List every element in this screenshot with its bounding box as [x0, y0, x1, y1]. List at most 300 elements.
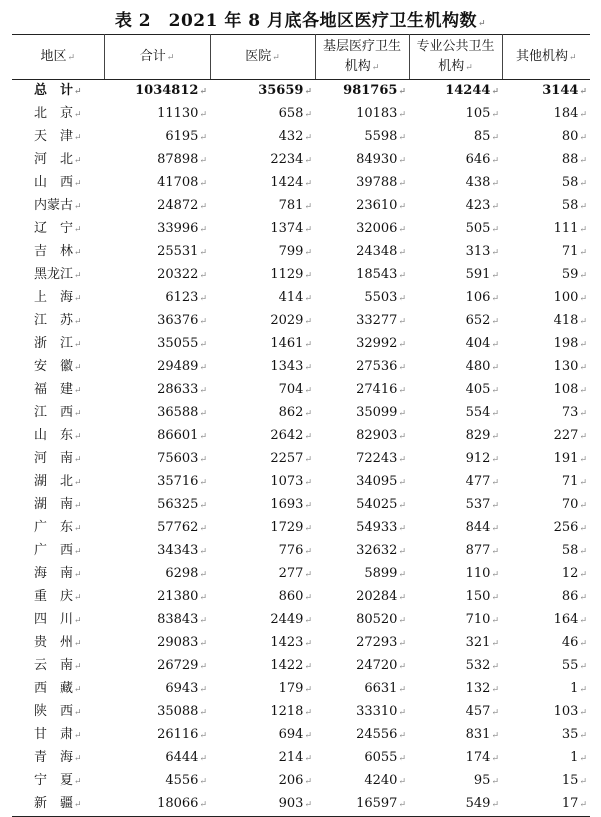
other-cell: 198↵ — [553, 336, 587, 351]
table-row — [12, 195, 590, 218]
paragraph-mark-icon: ↵ — [491, 524, 499, 534]
table-row — [12, 517, 590, 540]
paragraph-mark-icon: ↵ — [579, 524, 587, 534]
hospital-cell: 862↵ — [278, 405, 312, 420]
primary-cell: 24348↵ — [356, 244, 406, 259]
paragraph-mark-icon: ↵ — [491, 294, 499, 304]
primary-cell: 54025↵ — [356, 497, 406, 512]
paragraph-mark-icon: ↵ — [491, 478, 499, 488]
paragraph-mark-icon: ↵ — [398, 639, 406, 649]
paragraph-mark-icon: ↵ — [491, 685, 499, 695]
paragraph-mark-icon: ↵ — [304, 386, 312, 396]
total-cell: 35055↵ — [157, 336, 207, 351]
hospital-cell: 432↵ — [278, 129, 312, 144]
total-row — [12, 80, 590, 104]
region-cell: 云 南↵ — [34, 658, 82, 673]
paragraph-mark-icon: ↵ — [199, 800, 207, 810]
other-cell: 184↵ — [553, 106, 587, 121]
primary-cell: 82903↵ — [356, 428, 406, 443]
paragraph-mark-icon: ↵ — [199, 225, 207, 235]
paragraph-mark-icon: ↵ — [491, 363, 499, 373]
paragraph-mark-icon: ↵ — [272, 52, 280, 63]
table-row — [12, 356, 590, 379]
hospital-cell: 1129↵ — [270, 267, 312, 282]
paragraph-mark-icon: ↵ — [491, 202, 499, 212]
hospital-cell: 1343↵ — [270, 359, 312, 374]
public-health-cell: 132↵ — [465, 681, 499, 696]
paragraph-mark-icon: ↵ — [491, 501, 499, 511]
primary-cell: 23610↵ — [356, 198, 406, 213]
paragraph-mark-icon: ↵ — [491, 731, 499, 741]
primary-cell: 72243↵ — [356, 451, 406, 466]
paragraph-mark-icon: ↵ — [199, 685, 207, 695]
total-cell: 24872↵ — [157, 198, 207, 213]
table-row — [12, 747, 590, 770]
paragraph-mark-icon: ↵ — [491, 593, 499, 603]
paragraph-mark-icon: ↵ — [579, 317, 587, 327]
paragraph-mark-icon: ↵ — [491, 570, 499, 580]
total-primary-cell: 981765↵ — [343, 83, 406, 98]
table-row — [12, 494, 590, 517]
paragraph-mark-icon: ↵ — [74, 363, 82, 373]
total-cell: 56325↵ — [157, 497, 207, 512]
total-cell: 34343↵ — [157, 543, 207, 558]
region-cell: 新 疆↵ — [12, 793, 104, 817]
total-cell: 87898↵ — [157, 152, 207, 167]
other-cell: 73↵ — [561, 405, 587, 420]
paragraph-mark-icon: ↵ — [579, 800, 587, 810]
paragraph-mark-icon: ↵ — [398, 133, 406, 143]
paragraph-mark-icon: ↵ — [74, 317, 82, 327]
table-row — [12, 264, 590, 287]
paragraph-mark-icon: ↵ — [491, 156, 499, 166]
paragraph-mark-icon: ↵ — [74, 501, 82, 511]
total-cell: 6195↵ — [165, 129, 207, 144]
hospital-cell: 658↵ — [278, 106, 312, 121]
total-cell: 26729↵ — [157, 658, 207, 673]
paragraph-mark-icon: ↵ — [568, 52, 577, 63]
paragraph-mark-icon: ↵ — [74, 777, 82, 787]
paragraph-mark-icon: ↵ — [304, 547, 312, 557]
paragraph-mark-icon: ↵ — [398, 478, 406, 488]
total-cell: 36376↵ — [157, 313, 207, 328]
paragraph-mark-icon: ↵ — [304, 409, 312, 419]
header-total: 合计↵ — [104, 35, 210, 80]
paragraph-mark-icon: ↵ — [199, 202, 207, 212]
other-cell: 58↵ — [561, 175, 587, 190]
table-row — [12, 563, 590, 586]
paragraph-mark-icon: ↵ — [199, 110, 207, 120]
paragraph-mark-icon: ↵ — [67, 52, 76, 63]
total-cell: 35088↵ — [157, 704, 207, 719]
primary-cell: 54933↵ — [356, 520, 406, 535]
paragraph-mark-icon: ↵ — [491, 662, 499, 672]
region-cell: 上 海↵ — [34, 290, 82, 305]
paragraph-mark-icon: ↵ — [304, 662, 312, 672]
paragraph-mark-icon: ↵ — [304, 317, 312, 327]
other-cell: 103↵ — [553, 704, 587, 719]
region-cell: 四 川↵ — [34, 612, 82, 627]
primary-cell: 6631↵ — [364, 681, 406, 696]
hospital-cell: 179↵ — [278, 681, 312, 696]
paragraph-mark-icon: ↵ — [491, 754, 499, 764]
paragraph-mark-icon: ↵ — [74, 478, 82, 488]
header-hospital: 医院↵ — [210, 35, 315, 80]
region-cell: 重 庆↵ — [34, 589, 82, 604]
region-cell: 山 东↵ — [34, 428, 82, 443]
public-health-cell: 85↵ — [473, 129, 499, 144]
public-health-cell: 106↵ — [465, 290, 499, 305]
public-health-cell: 831↵ — [465, 727, 499, 742]
paragraph-mark-icon: ↵ — [199, 777, 207, 787]
region-cell: 吉 林↵ — [34, 244, 82, 259]
paragraph-mark-icon: ↵ — [579, 731, 587, 741]
paragraph-mark-icon: ↵ — [398, 363, 406, 373]
paragraph-mark-icon: ↵ — [304, 133, 312, 143]
other-cell: 80↵ — [561, 129, 587, 144]
paragraph-mark-icon: ↵ — [304, 340, 312, 350]
hospital-cell: 2257↵ — [270, 451, 312, 466]
paragraph-mark-icon: ↵ — [398, 409, 406, 419]
hospital-cell: 414↵ — [278, 290, 312, 305]
primary-cell: 33310↵ — [356, 704, 406, 719]
public-health-cell: 457↵ — [465, 704, 499, 719]
hospital-cell: 1374↵ — [270, 221, 312, 236]
paragraph-mark-icon: ↵ — [579, 179, 587, 189]
paragraph-mark-icon: ↵ — [199, 616, 207, 626]
paragraph-mark-icon: ↵ — [491, 133, 499, 143]
public-health-cell: 505↵ — [465, 221, 499, 236]
paragraph-mark-icon: ↵ — [398, 294, 406, 304]
paragraph-mark-icon: ↵ — [304, 524, 312, 534]
total-cell: 35716↵ — [157, 474, 207, 489]
table-row — [12, 333, 590, 356]
other-cell: 35↵ — [561, 727, 587, 742]
other-cell: 70↵ — [561, 497, 587, 512]
total-cell: 6444↵ — [165, 750, 207, 765]
total-cell: 26116↵ — [157, 727, 207, 742]
paragraph-mark-icon: ↵ — [304, 731, 312, 741]
paragraph-mark-icon: ↵ — [304, 754, 312, 764]
paragraph-mark-icon: ↵ — [74, 225, 82, 235]
paragraph-mark-icon: ↵ — [398, 248, 406, 258]
paragraph-mark-icon: ↵ — [579, 87, 587, 97]
paragraph-mark-icon: ↵ — [398, 202, 406, 212]
public-health-cell: 110↵ — [465, 566, 499, 581]
paragraph-mark-icon: ↵ — [199, 386, 207, 396]
paragraph-mark-icon: ↵ — [491, 639, 499, 649]
public-health-cell: 829↵ — [465, 428, 499, 443]
primary-cell: 35099↵ — [356, 405, 406, 420]
other-cell: 111↵ — [553, 221, 587, 236]
primary-cell: 80520↵ — [356, 612, 406, 627]
total-cell: 6123↵ — [165, 290, 207, 305]
paragraph-mark-icon: ↵ — [398, 317, 406, 327]
region-cell: 浙 江↵ — [34, 336, 82, 351]
paragraph-mark-icon: ↵ — [199, 547, 207, 557]
paragraph-mark-icon: ↵ — [199, 294, 207, 304]
paragraph-mark-icon: ↵ — [398, 662, 406, 672]
total-cell: 36588↵ — [157, 405, 207, 420]
paragraph-mark-icon: ↵ — [579, 593, 587, 603]
primary-cell: 16597↵ — [315, 793, 409, 817]
other-cell: 191↵ — [553, 451, 587, 466]
paragraph-mark-icon: ↵ — [199, 156, 207, 166]
hospital-cell: 2642↵ — [270, 428, 312, 443]
other-cell: 15↵ — [561, 773, 587, 788]
total-cell: 75603↵ — [157, 451, 207, 466]
hospital-cell: 781↵ — [278, 198, 312, 213]
paragraph-mark-icon: ↵ — [74, 340, 82, 350]
public-health-cell: 912↵ — [465, 451, 499, 466]
other-cell: 1↵ — [570, 750, 587, 765]
paragraph-mark-icon: ↵ — [74, 731, 82, 741]
total-cell: 83843↵ — [157, 612, 207, 627]
paragraph-mark-icon: ↵ — [304, 501, 312, 511]
paragraph-mark-icon: ↵ — [398, 455, 406, 465]
paragraph-mark-icon: ↵ — [304, 593, 312, 603]
paragraph-mark-icon: ↵ — [579, 685, 587, 695]
total-cell: 21380↵ — [157, 589, 207, 604]
primary-cell: 6055↵ — [364, 750, 406, 765]
paragraph-mark-icon: ↵ — [579, 616, 587, 626]
paragraph-mark-icon: ↵ — [74, 432, 82, 442]
paragraph-mark-icon: ↵ — [304, 685, 312, 695]
paragraph-mark-icon: ↵ — [304, 156, 312, 166]
paragraph-mark-icon: ↵ — [199, 524, 207, 534]
paragraph-mark-icon: ↵ — [199, 133, 207, 143]
paragraph-mark-icon: ↵ — [304, 432, 312, 442]
paragraph-mark-icon: ↵ — [491, 110, 499, 120]
paragraph-mark-icon: ↵ — [398, 225, 406, 235]
other-cell: 71↵ — [561, 244, 587, 259]
paragraph-mark-icon: ↵ — [398, 271, 406, 281]
table-header-row — [12, 35, 590, 80]
hospital-cell: 214↵ — [278, 750, 312, 765]
paragraph-mark-icon: ↵ — [74, 133, 82, 143]
paragraph-mark-icon: ↵ — [304, 271, 312, 281]
paragraph-mark-icon: ↵ — [74, 202, 82, 212]
primary-cell: 10183↵ — [356, 106, 406, 121]
paragraph-mark-icon: ↵ — [199, 570, 207, 580]
other-cell: 1↵ — [570, 681, 587, 696]
paragraph-mark-icon: ↵ — [304, 777, 312, 787]
paragraph-mark-icon: ↵ — [579, 547, 587, 557]
paragraph-mark-icon: ↵ — [166, 52, 175, 63]
hospital-cell: 903↵ — [210, 793, 315, 817]
public-health-cell: 174↵ — [465, 750, 499, 765]
paragraph-mark-icon: ↵ — [74, 800, 82, 810]
region-cell: 江 苏↵ — [34, 313, 82, 328]
hospital-cell: 1218↵ — [270, 704, 312, 719]
hospital-cell: 2029↵ — [270, 313, 312, 328]
paragraph-mark-icon: ↵ — [199, 754, 207, 764]
primary-cell: 24720↵ — [356, 658, 406, 673]
table-row — [12, 724, 590, 747]
paragraph-mark-icon: ↵ — [74, 685, 82, 695]
public-health-cell: 105↵ — [465, 106, 499, 121]
primary-cell: 20284↵ — [356, 589, 406, 604]
paragraph-mark-icon: ↵ — [398, 593, 406, 603]
region-cell: 山 西↵ — [34, 175, 82, 190]
paragraph-mark-icon: ↵ — [199, 363, 207, 373]
paragraph-mark-icon: ↵ — [491, 409, 499, 419]
table-row — [12, 287, 590, 310]
region-cell: 安 徽↵ — [34, 359, 82, 374]
paragraph-mark-icon: ↵ — [398, 800, 406, 810]
public-health-cell: 423↵ — [465, 198, 499, 213]
paragraph-mark-icon: ↵ — [304, 202, 312, 212]
other-cell: 164↵ — [553, 612, 587, 627]
region-cell: 西 藏↵ — [34, 681, 82, 696]
public-health-cell: 477↵ — [465, 474, 499, 489]
public-health-cell: 313↵ — [465, 244, 499, 259]
total-total-cell: 1034812↵ — [135, 83, 207, 98]
paragraph-mark-icon: ↵ — [579, 432, 587, 442]
region-cell: 宁 夏↵ — [34, 773, 82, 788]
paragraph-mark-icon: ↵ — [199, 639, 207, 649]
hospital-cell: 2234↵ — [270, 152, 312, 167]
primary-cell: 27536↵ — [356, 359, 406, 374]
paragraph-mark-icon: ↵ — [579, 570, 587, 580]
paragraph-mark-icon: ↵ — [579, 271, 587, 281]
hospital-cell: 1423↵ — [270, 635, 312, 650]
paragraph-mark-icon: ↵ — [199, 87, 207, 97]
public-health-cell: 150↵ — [465, 589, 499, 604]
other-cell: 88↵ — [561, 152, 587, 167]
paragraph-mark-icon: ↵ — [491, 317, 499, 327]
public-health-cell: 549↵ — [409, 793, 502, 817]
hospital-cell: 206↵ — [278, 773, 312, 788]
other-cell: 256↵ — [553, 520, 587, 535]
paragraph-mark-icon: ↵ — [491, 432, 499, 442]
total-cell: 4556↵ — [165, 773, 207, 788]
public-health-cell: 591↵ — [465, 267, 499, 282]
paragraph-mark-icon: ↵ — [304, 570, 312, 580]
public-health-cell: 532↵ — [465, 658, 499, 673]
paragraph-mark-icon: ↵ — [478, 19, 487, 29]
paragraph-mark-icon: ↵ — [491, 800, 499, 810]
primary-cell: 34095↵ — [356, 474, 406, 489]
region-cell: 青 海↵ — [34, 750, 82, 765]
paragraph-mark-icon: ↵ — [579, 363, 587, 373]
paragraph-mark-icon: ↵ — [371, 62, 380, 73]
hospital-cell: 704↵ — [278, 382, 312, 397]
paragraph-mark-icon: ↵ — [491, 271, 499, 281]
public-health-cell: 554↵ — [465, 405, 499, 420]
region-cell: 黑龙江↵ — [34, 267, 82, 282]
paragraph-mark-icon: ↵ — [398, 156, 406, 166]
table-row — [12, 655, 590, 678]
region-cell: 天 津↵ — [34, 129, 82, 144]
paragraph-mark-icon: ↵ — [304, 478, 312, 488]
public-health-cell: 405↵ — [465, 382, 499, 397]
paragraph-mark-icon: ↵ — [74, 156, 82, 166]
table-row — [12, 448, 590, 471]
paragraph-mark-icon: ↵ — [199, 340, 207, 350]
paragraph-mark-icon: ↵ — [74, 179, 82, 189]
paragraph-mark-icon: ↵ — [491, 87, 499, 97]
region-cell: 湖 北↵ — [34, 474, 82, 489]
paragraph-mark-icon: ↵ — [398, 777, 406, 787]
paragraph-mark-icon: ↵ — [398, 432, 406, 442]
paragraph-mark-icon: ↵ — [465, 62, 473, 73]
other-cell: 86↵ — [561, 589, 587, 604]
paragraph-mark-icon: ↵ — [491, 455, 499, 465]
total-region-cell: 总 计↵ — [34, 83, 82, 98]
total-hospital-cell: 35659↵ — [258, 83, 312, 98]
primary-cell: 39788↵ — [356, 175, 406, 190]
other-cell: 58↵ — [561, 198, 587, 213]
paragraph-mark-icon: ↵ — [74, 294, 82, 304]
paragraph-mark-icon: ↵ — [74, 524, 82, 534]
hospital-cell: 1461↵ — [270, 336, 312, 351]
public-health-cell: 404↵ — [465, 336, 499, 351]
paragraph-mark-icon: ↵ — [304, 225, 312, 235]
other-cell: 58↵ — [561, 543, 587, 558]
institutions-table — [12, 34, 590, 817]
region-cell: 湖 南↵ — [34, 497, 82, 512]
primary-cell: 27293↵ — [356, 635, 406, 650]
other-cell: 17↵ — [502, 793, 590, 817]
hospital-cell: 2449↵ — [270, 612, 312, 627]
public-health-cell: 652↵ — [465, 313, 499, 328]
paragraph-mark-icon: ↵ — [398, 547, 406, 557]
paragraph-mark-icon: ↵ — [579, 156, 587, 166]
paragraph-mark-icon: ↵ — [579, 708, 587, 718]
paragraph-mark-icon: ↵ — [579, 501, 587, 511]
paragraph-mark-icon: ↵ — [74, 570, 82, 580]
paragraph-mark-icon: ↵ — [579, 248, 587, 258]
paragraph-mark-icon: ↵ — [304, 800, 312, 810]
primary-cell: 84930↵ — [356, 152, 406, 167]
paragraph-mark-icon: ↵ — [398, 616, 406, 626]
primary-cell: 32992↵ — [356, 336, 406, 351]
paragraph-mark-icon: ↵ — [74, 110, 82, 120]
paragraph-mark-icon: ↵ — [491, 386, 499, 396]
paragraph-mark-icon: ↵ — [199, 248, 207, 258]
table-row — [12, 425, 590, 448]
total-cell: 6943↵ — [165, 681, 207, 696]
primary-cell: 5598↵ — [364, 129, 406, 144]
region-cell: 广 西↵ — [34, 543, 82, 558]
total-cell: 25531↵ — [157, 244, 207, 259]
paragraph-mark-icon: ↵ — [74, 386, 82, 396]
public-health-cell: 646↵ — [465, 152, 499, 167]
paragraph-mark-icon: ↵ — [579, 202, 587, 212]
paragraph-mark-icon: ↵ — [199, 593, 207, 603]
paragraph-mark-icon: ↵ — [304, 248, 312, 258]
table-row — [12, 241, 590, 264]
paragraph-mark-icon: ↵ — [304, 455, 312, 465]
other-cell: 108↵ — [553, 382, 587, 397]
table-row — [12, 126, 590, 149]
hospital-cell: 277↵ — [278, 566, 312, 581]
paragraph-mark-icon: ↵ — [579, 110, 587, 120]
public-health-cell: 877↵ — [465, 543, 499, 558]
paragraph-mark-icon: ↵ — [304, 708, 312, 718]
paragraph-mark-icon: ↵ — [579, 777, 587, 787]
paragraph-mark-icon: ↵ — [398, 340, 406, 350]
paragraph-mark-icon: ↵ — [74, 639, 82, 649]
total-cell: 18066↵ — [104, 793, 210, 817]
public-health-cell: 321↵ — [465, 635, 499, 650]
paragraph-mark-icon: ↵ — [199, 432, 207, 442]
public-health-cell: 710↵ — [465, 612, 499, 627]
hospital-cell: 694↵ — [278, 727, 312, 742]
total-cell: 11130↵ — [157, 106, 207, 121]
paragraph-mark-icon: ↵ — [579, 455, 587, 465]
